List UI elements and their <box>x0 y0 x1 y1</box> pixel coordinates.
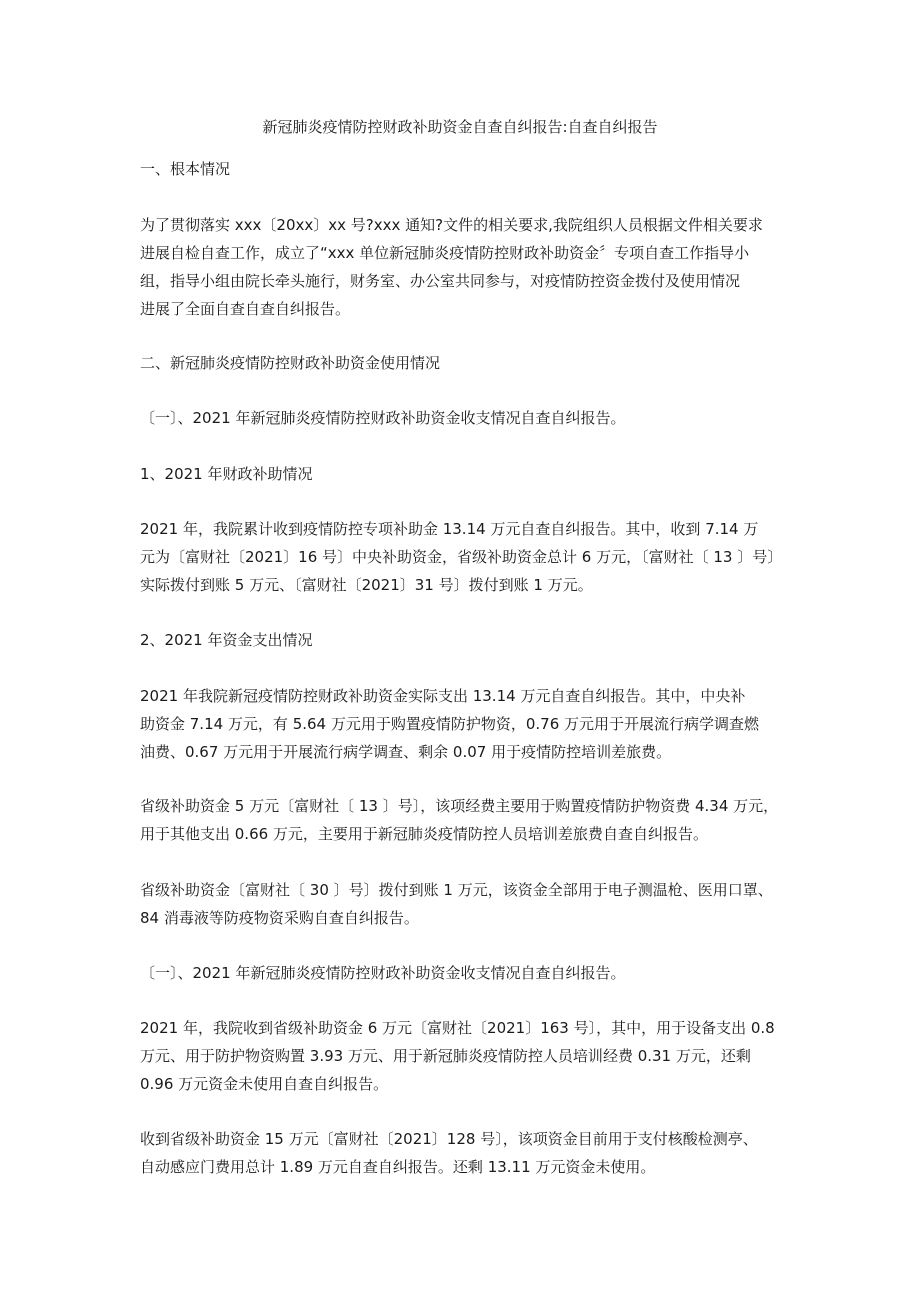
text-line: 组，指导小组由院长牵头施行，财务室、办公室共同参与，对疫情防控资金拨付及使用情况 <box>140 272 741 290</box>
text-line: 0.96 万元资金未使用自查自纠报告。 <box>140 1075 389 1093</box>
paragraph-provincial-5 <box>140 792 790 848</box>
text-line: 一、根本情况 <box>140 160 231 178</box>
text-line: 用于其他支出 0.66 万元，主要用于新冠肺炎疫情防控人员培训差旅费自查自纠报告。 <box>140 825 708 843</box>
text-line: 油费、0.67 万元用于开展流行病学调查、剩余 0.07 用于疫情防控培训差旅费。 <box>140 743 672 761</box>
section-heading-fund-usage <box>140 349 790 377</box>
paragraph-intro <box>140 211 790 323</box>
text-line: 助资金 7.14 万元，有 5.64 万元用于购置疫情防护物资，0.76 万元用于开展流行病学调查燃 <box>140 715 760 733</box>
paragraph-provincial-6 <box>140 1014 790 1098</box>
text-line: 自动感应门费用总计 1.89 万元自查自纠报告。还剩 13.11 万元资金未使用。 <box>140 1158 656 1176</box>
text-line: 省级补助资金 5 万元〔富财社〔 13 〕号〕，该项经费主要用于购置疫情防护物资费 4.34 万元， <box>140 797 779 815</box>
text-line: 2021 年，我院累计收到疫情防控专项补助金 13.14 万元自查自纠报告。其中，收到 7.14 万 <box>140 520 759 538</box>
text-line: 〔一〕、2021 年新冠肺炎疫情防控财政补助资金收支情况自查自纠报告。 <box>140 964 626 982</box>
text-line: 进展了全面自查自查自纠报告。 <box>140 300 351 318</box>
text-line: 为了贯彻落实 xxx〔20xx〕xx 号?xxx 通知?文件的相关要求,我院组织人员根据文件相关要求 <box>140 216 763 234</box>
text-line: 2、2021 年资金支出情况 <box>140 631 313 649</box>
text-line: 万元、用于防护物资购置 3.93 万元、用于新冠肺炎疫情防控人员培训经费 0.31 万元，还剩 <box>140 1047 751 1065</box>
text-line: 收到省级补助资金 15 万元〔富财社〔2021〕128 号〕，该项资金目前用于支付核酸检测亭、 <box>140 1130 758 1148</box>
text-line: 二、新冠肺炎疫情防控财政补助资金使用情况 <box>140 354 441 372</box>
text-line: 〔一〕、2021 年新冠肺炎疫情防控财政补助资金收支情况自查自纠报告。 <box>140 409 626 427</box>
section-heading-basic-situation <box>140 155 790 183</box>
paragraph-subsidy <box>140 515 790 599</box>
text-line: 84 消毒液等防疫物资采购自查自纠报告。 <box>140 909 419 927</box>
subsection-heading-1-repeat <box>140 959 790 987</box>
text-line: 省级补助资金〔富财社〔 30 〕号〕拨付到账 1 万元，该资金全部用于电子测温枪、医用口罩、 <box>140 881 773 899</box>
text-line: 进展自检自查工作，成立了“xxx 单位新冠肺炎疫情防控财政补助资金〞专项自查工作指导小 <box>140 244 750 262</box>
text-line: 2021 年，我院收到省级补助资金 6 万元〔富财社〔2021〕163 号〕，其中，用于设备支出 0.8 <box>140 1019 775 1037</box>
text-line: 1、2021 年财政补助情况 <box>140 465 313 483</box>
paragraph-provincial-15 <box>140 1125 790 1181</box>
item-heading-subsidy <box>140 460 790 488</box>
text-line: 元为〔富财社〔2021〕16 号〕中央补助资金，省级补助资金总计 6 万元，〔富财社〔 13 〕号〕 <box>140 548 783 566</box>
item-heading-expenditure <box>140 626 790 654</box>
subsection-heading-1 <box>140 404 790 432</box>
paragraph-expenditure <box>140 682 790 766</box>
text-line: 实际拨付到账 5 万元、〔富财社〔2021〕31 号〕拨付到账 1 万元。 <box>140 576 593 594</box>
paragraph-provincial-1 <box>140 876 790 932</box>
text-line: 2021 年我院新冠疫情防控财政补助资金实际支出 13.14 万元自查自纠报告。其中，中央补 <box>140 687 746 705</box>
document-title: 新冠肺炎疫情防控财政补助资金自查自纠报告:自查自纠报告 <box>262 118 658 136</box>
